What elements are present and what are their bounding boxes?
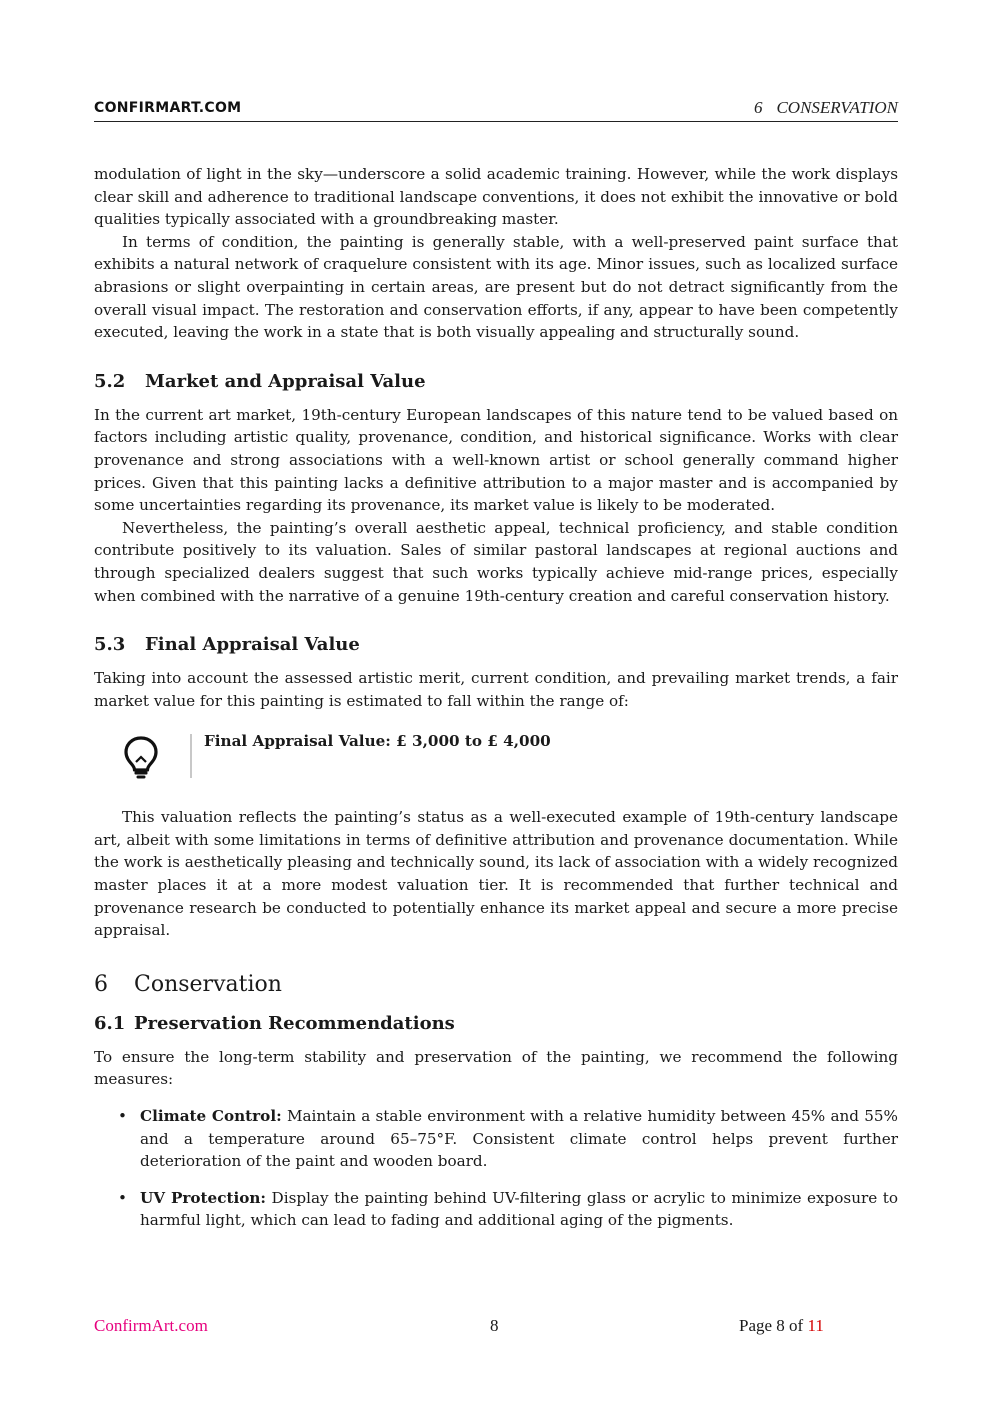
header-logo: CONFIRMART.COM: [94, 100, 242, 116]
section-number: 5.2: [94, 370, 126, 392]
paragraph: modulation of light in the sky—underscore a solid academic training. However, while the work displays clear skill and adherence to traditional landscape conventions, it does not exhibit the innovative or bold qualities typically associated with a groundbreaking master.: [94, 165, 898, 229]
section-heading-5-3: [94, 634, 898, 655]
paragraph: This valuation reflects the painting’s status as a well-executed example of 19th-century landscape art, albeit with some limitations in terms of definitive attribution and provenance documentation. While the work is aesthetically pleasing and technically sound, its lack of association with a widely recognized master places it at a more modest valuation tier. It is recommended that further technical and provenance research be conducted to potentially enhance its market appeal and secure a more precise appraisal.: [94, 808, 898, 940]
bullet-icon: •: [118, 1107, 127, 1126]
footer-page-prefix: Page 8 of: [739, 1316, 804, 1335]
section-title: Conservation: [134, 971, 282, 997]
section-title: Market and Appraisal Value: [145, 370, 426, 392]
paragraph: To ensure the long-term stability and preservation of the painting, we recommend the following measures:: [94, 1047, 898, 1089]
list-item: [94, 1105, 898, 1173]
section-title: Preservation Recommendations: [134, 1012, 455, 1034]
section-heading-6: [94, 972, 898, 997]
appraisal-callout: [94, 732, 898, 786]
footer-page-number: 8: [490, 1316, 499, 1335]
callout-divider: [190, 734, 192, 778]
list-item-term: Climate Control:: [140, 1107, 282, 1126]
paragraph: Nevertheless, the painting’s overall aesthetic appeal, technical proficiency, and stable condition contribute positively to its valuation. Sales of similar pastoral landscapes at regional auctions and through specialized dealers suggest that such works typically achieve mid-range prices, especially when combined with the narrative of a genuine 19th-century creation and careful conservation history.: [94, 518, 898, 605]
lightbulb-icon: [122, 735, 160, 779]
list-item-term: UV Protection:: [140, 1188, 267, 1207]
footer-page-counter: [739, 1316, 824, 1336]
section-heading-6-1: [94, 1013, 898, 1034]
list-item-text: Display the painting behind UV-filtering glass or acrylic to minimize exposure to harmful light, which can lead to fading and additional aging of the pigments.: [140, 1188, 898, 1230]
section-title: Final Appraisal Value: [145, 634, 360, 656]
section-number: 6.1: [94, 1012, 126, 1034]
section-heading-5-2: [94, 371, 898, 392]
running-head-title: CONSERVATION: [776, 98, 898, 117]
page-content: [94, 163, 898, 1246]
page-header: [94, 97, 898, 122]
footer-site-link[interactable]: ConfirmArt.com: [94, 1316, 208, 1335]
footer-page-total: 11: [807, 1316, 824, 1335]
section-number: 6: [94, 971, 108, 997]
paragraph: In terms of condition, the painting is generally stable, with a well-preserved paint surface that exhibits a natural network of craquelure consistent with its age. Minor issues, such as localized surface abrasions or slight overpainting in certain areas, are present but do not detract significantly from the overall visual impact. The restoration and conservation efforts, if any, appear to have been competently executed, leaving the work in a state that is both visually appealing and structurally sound.: [94, 232, 898, 342]
running-head-number: 6: [753, 98, 763, 117]
running-head: [754, 98, 898, 118]
paragraph: Taking into account the assessed artistic merit, current condition, and prevailing market trends, a fair market value for this painting is estimated to fall within the range of:: [94, 669, 898, 710]
paragraph: In the current art market, 19th-century European landscapes of this nature tend to be valued based on factors including artistic quality, provenance, condition, and historical significance. Works with clear provenance and strong associations with a well-known artist or school generally command higher prices. Given that this painting lacks a definitive attribution to a major master and is accompanied by some uncertainties regarding its provenance, its market value is likely to be moderated.: [94, 405, 898, 515]
list-item-text: Maintain a stable environment with a relative humidity between 45% and 55% and a temperature around 65–75°F. Consistent climate control helps prevent further deterioration of the paint and wooden board.: [140, 1107, 898, 1171]
section-number: 5.3: [94, 634, 126, 656]
bullet-icon: •: [118, 1188, 127, 1207]
list-item: [94, 1187, 898, 1232]
final-appraisal-value: Final Appraisal Value: £ 3,000 to £ 4,000: [204, 732, 551, 751]
recommendation-list: [94, 1105, 898, 1232]
